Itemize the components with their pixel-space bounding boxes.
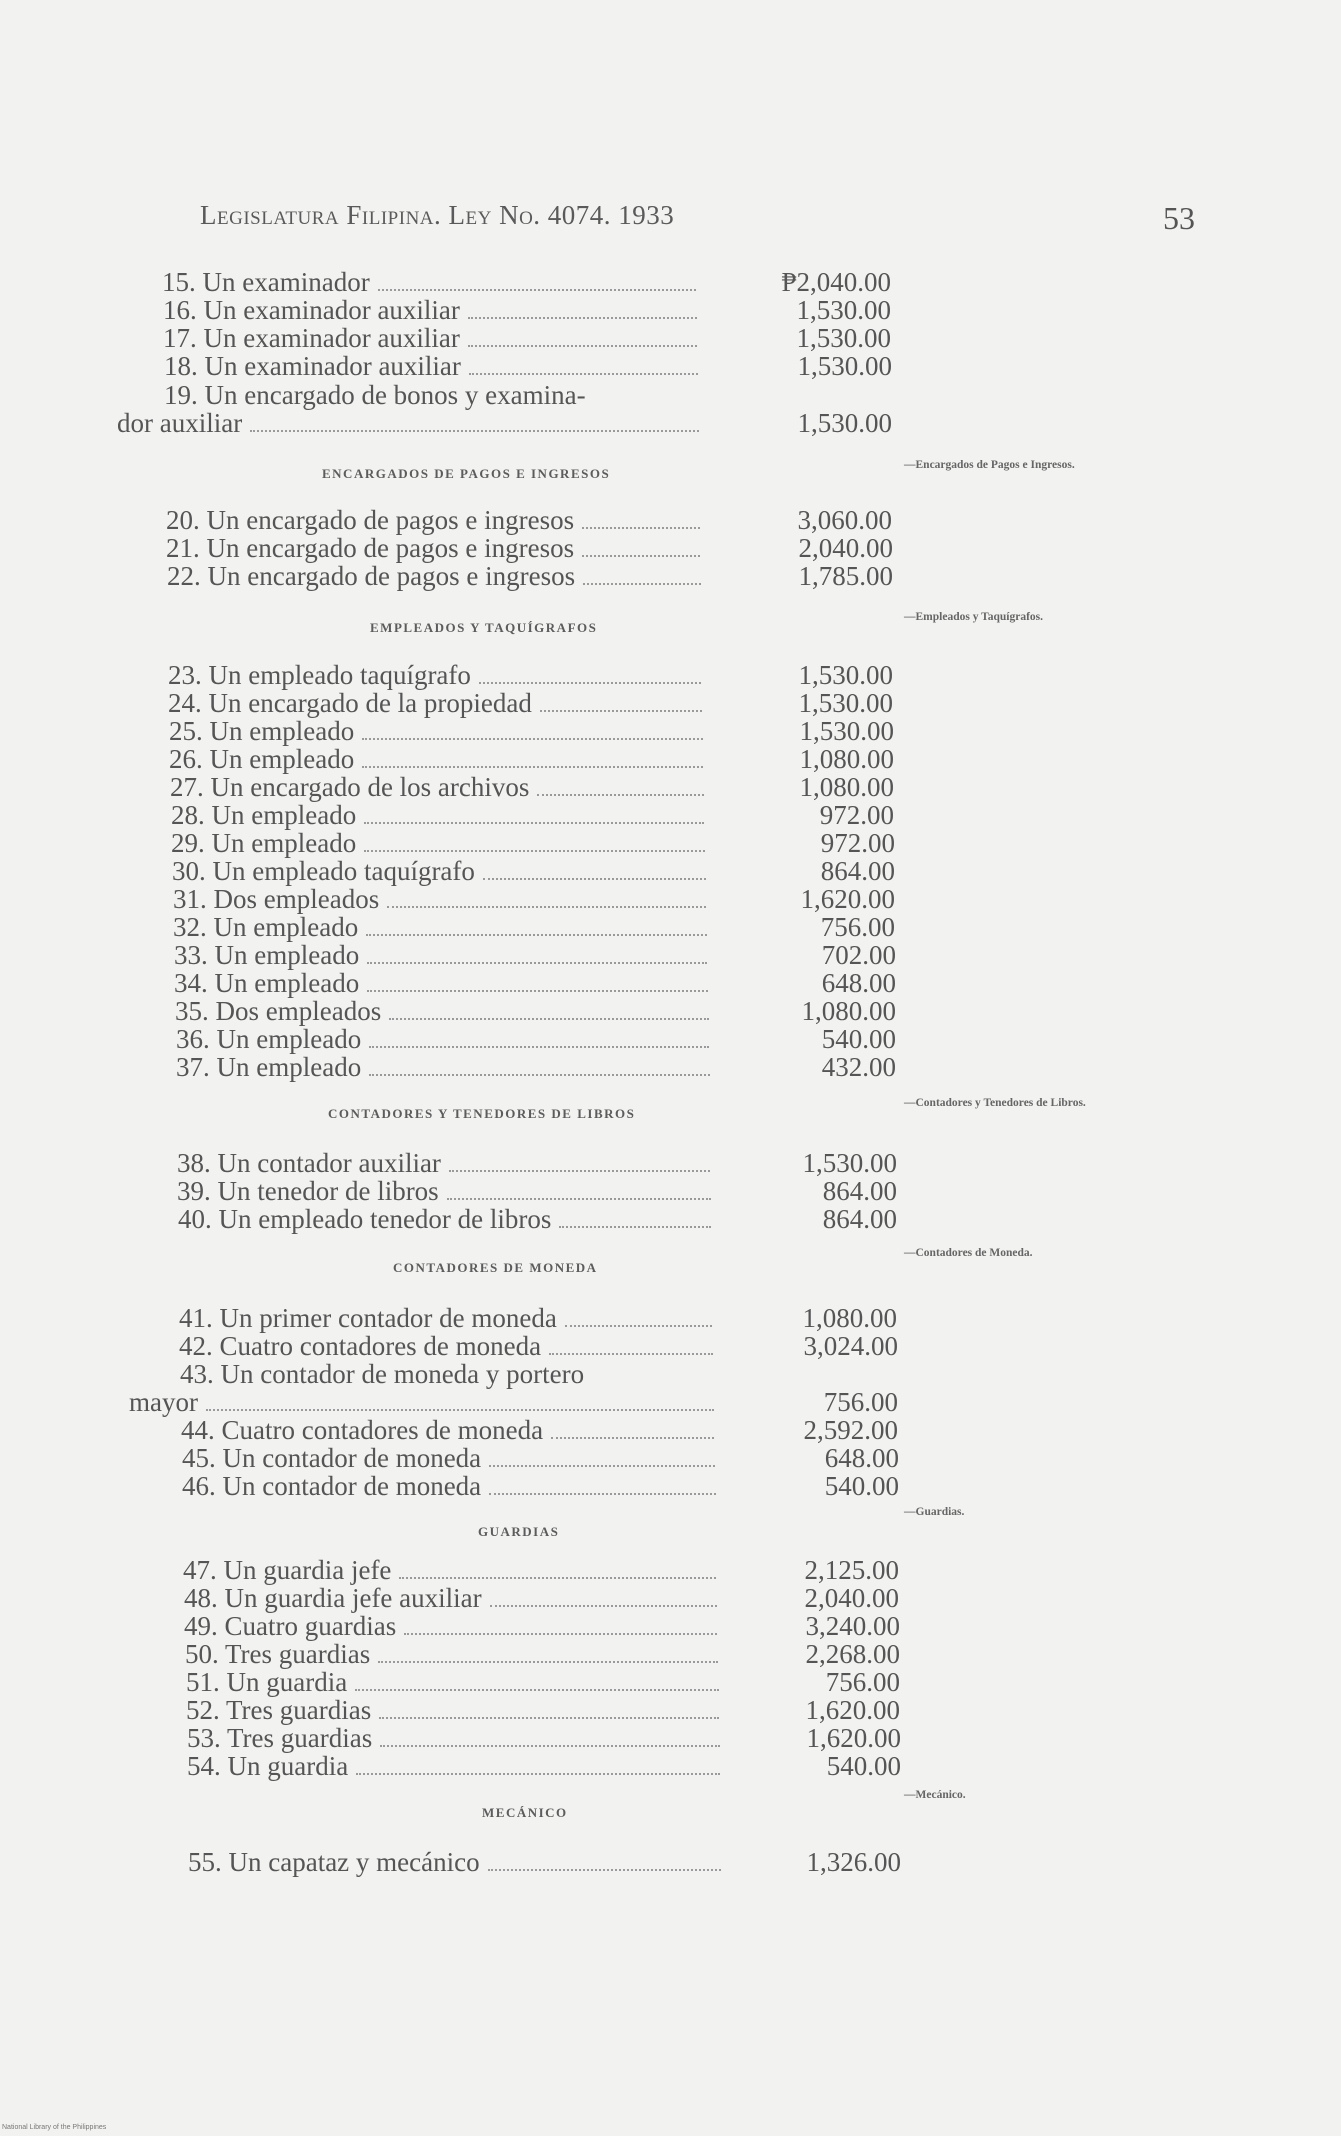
item-text: dor auxiliar	[117, 408, 243, 438]
item-description	[186, 1667, 723, 1698]
item-text: 19. Un encargado de bonos y examina-	[164, 380, 586, 410]
item-description	[184, 1611, 721, 1642]
item-description	[181, 1415, 718, 1446]
item-description	[117, 408, 703, 439]
item-text: 52. Tres guardias	[186, 1695, 372, 1725]
table-row	[0, 1331, 1341, 1361]
item-text: 28. Un empleado	[171, 800, 357, 830]
table-row	[0, 716, 1341, 746]
leader-dots	[537, 794, 704, 796]
leader-dots	[468, 345, 697, 347]
table-row	[0, 660, 1341, 690]
item-description	[179, 1331, 717, 1362]
table-row	[0, 1847, 1341, 1877]
item-amount: 972.00	[820, 828, 895, 858]
item-text: mayor	[129, 1387, 198, 1417]
leader-dots	[387, 906, 706, 908]
item-amount: 540.00	[824, 1471, 899, 1501]
item-text: 15. Un examinador	[162, 267, 370, 297]
item-text: 32. Un empleado	[173, 912, 359, 942]
item-amount: 1,080.00	[802, 1303, 897, 1333]
footer-mark: National Library of the Philippines	[2, 2124, 107, 2131]
leader-dots	[364, 850, 705, 852]
item-description	[162, 267, 700, 298]
table-row	[0, 1471, 1341, 1501]
item-amount: 1,080.00	[799, 772, 894, 802]
item-amount: 1,530.00	[796, 323, 891, 353]
leader-dots	[549, 1353, 713, 1355]
item-description	[168, 688, 706, 719]
item-amount: 1,620.00	[805, 1695, 900, 1725]
item-text: 37. Un empleado	[176, 1052, 362, 1082]
item-amount: 648.00	[824, 1443, 899, 1473]
item-text: 29. Un empleado	[171, 828, 357, 858]
leader-dots	[380, 1745, 720, 1747]
item-amount: 2,268.00	[805, 1639, 900, 1669]
leader-dots	[366, 934, 707, 936]
item-description	[172, 856, 710, 887]
table-row	[0, 380, 1341, 410]
item-description	[129, 1387, 718, 1418]
margin-note: —Encargados de Pagos e Ingresos.	[904, 459, 1075, 471]
table-row	[0, 828, 1341, 858]
item-description	[188, 1847, 725, 1878]
item-text: 39. Un tenedor de libros	[177, 1176, 439, 1206]
item-description	[169, 744, 707, 775]
item-description	[182, 1443, 719, 1474]
item-text: 44. Cuatro contadores de moneda	[181, 1415, 544, 1445]
margin-note: —Empleados y Taquígrafos.	[904, 611, 1043, 623]
item-amount: 1,080.00	[801, 996, 896, 1026]
table-row	[0, 561, 1341, 591]
leader-dots	[367, 962, 707, 964]
table-row	[0, 1359, 1341, 1389]
item-description	[169, 716, 707, 747]
table-row	[0, 772, 1341, 802]
item-amount: 1,620.00	[800, 884, 895, 914]
table-row	[0, 1443, 1341, 1473]
item-amount: 2,040.00	[798, 533, 893, 563]
item-text: 33. Un empleado	[174, 940, 360, 970]
table-row	[0, 996, 1341, 1026]
leader-dots	[379, 1717, 719, 1719]
item-description	[170, 772, 708, 803]
item-description	[168, 660, 705, 691]
item-amount: 540.00	[826, 1751, 901, 1781]
margin-note: —Guardias.	[904, 1506, 965, 1518]
item-description	[187, 1723, 724, 1754]
item-text: 38. Un contador auxiliar	[177, 1148, 441, 1178]
item-text: 53. Tres guardias	[187, 1723, 373, 1753]
item-text: 21. Un encargado de pagos e ingresos	[166, 533, 575, 563]
table-row	[0, 1695, 1341, 1725]
item-amount: 2,040.00	[804, 1583, 899, 1613]
item-text: 49. Cuatro guardias	[184, 1611, 397, 1641]
leader-dots	[489, 1493, 716, 1495]
margin-note: —Mecánico.	[904, 1789, 966, 1801]
item-description	[184, 1583, 721, 1614]
item-amount: 432.00	[821, 1052, 896, 1082]
table-row	[0, 351, 1341, 381]
item-description	[166, 505, 704, 536]
item-amount: 864.00	[822, 1176, 897, 1206]
item-text: 41. Un primer contador de moneda	[179, 1303, 557, 1333]
item-amount: 756.00	[823, 1387, 898, 1417]
table-row	[0, 1639, 1341, 1669]
item-description	[187, 1751, 724, 1782]
table-row	[0, 1052, 1341, 1082]
table-row	[0, 744, 1341, 774]
item-amount: 1,785.00	[798, 561, 893, 591]
item-amount: 1,530.00	[797, 351, 892, 381]
item-text: 31. Dos empleados	[173, 884, 380, 914]
item-amount: 1,620.00	[806, 1723, 901, 1753]
leader-dots	[378, 289, 696, 291]
item-amount: ₱2,040.00	[781, 267, 891, 297]
margin-note: —Contadores de Moneda.	[904, 1247, 1033, 1259]
table-row	[0, 1555, 1341, 1585]
leader-dots	[565, 1325, 712, 1327]
running-head: Legislatura Filipina. Ley No. 4074. 1933	[200, 200, 675, 230]
leader-dots	[469, 373, 698, 375]
item-description	[177, 1176, 715, 1207]
leader-dots	[490, 1605, 717, 1607]
item-text: 26. Un empleado	[169, 744, 355, 774]
item-description	[177, 1148, 714, 1179]
item-text: 23. Un empleado taquígrafo	[168, 660, 471, 690]
leader-dots	[583, 583, 701, 585]
section-heading: MECÁNICO	[482, 1805, 568, 1820]
item-text: 54. Un guardia	[187, 1751, 349, 1781]
item-amount: 1,530.00	[799, 716, 894, 746]
leader-dots	[483, 878, 706, 880]
item-text: 25. Un empleado	[169, 716, 355, 746]
table-row	[0, 323, 1341, 353]
item-description	[171, 800, 708, 831]
table-row	[0, 533, 1341, 563]
item-amount: 648.00	[821, 968, 896, 998]
item-description	[183, 1555, 720, 1586]
leader-dots	[447, 1198, 711, 1200]
item-text: 43. Un contador de moneda y portero	[180, 1359, 585, 1389]
table-row	[0, 940, 1341, 970]
item-text: 40. Un empleado tenedor de libros	[178, 1204, 552, 1234]
leader-dots	[369, 1046, 709, 1048]
section-heading: CONTADORES DE MONEDA	[393, 1260, 598, 1275]
table-row	[0, 1204, 1341, 1234]
leader-dots	[250, 430, 699, 432]
item-text: 20. Un encargado de pagos e ingresos	[166, 505, 575, 535]
item-description	[164, 380, 702, 410]
section-heading: GUARDIAS	[478, 1524, 560, 1539]
item-amount: 864.00	[820, 856, 895, 886]
item-amount: 1,530.00	[797, 408, 892, 438]
leader-dots	[479, 682, 701, 684]
item-description	[174, 940, 711, 971]
table-row	[0, 408, 1341, 438]
item-text: 18. Un examinador auxiliar	[164, 351, 461, 381]
item-amount: 1,530.00	[798, 688, 893, 718]
item-text: 48. Un guardia jefe auxiliar	[184, 1583, 482, 1613]
item-text: 47. Un guardia jefe	[183, 1555, 392, 1585]
table-row	[0, 1723, 1341, 1753]
item-description	[173, 884, 710, 915]
table-row	[0, 856, 1341, 886]
item-description	[163, 295, 701, 326]
leader-dots	[489, 1465, 715, 1467]
table-row	[0, 1176, 1341, 1206]
section-heading: ENCARGADOS DE PAGOS E INGRESOS	[322, 466, 611, 481]
leader-dots	[364, 822, 704, 824]
item-description	[180, 1359, 717, 1389]
table-row	[0, 1148, 1341, 1178]
table-row	[0, 688, 1341, 718]
item-amount: 972.00	[819, 800, 894, 830]
item-text: 17. Un examinador auxiliar	[163, 323, 460, 353]
leader-dots	[389, 1018, 709, 1020]
table-row	[0, 1024, 1341, 1054]
item-amount: 756.00	[825, 1667, 900, 1697]
item-amount: 1,530.00	[796, 295, 891, 325]
item-amount: 1,080.00	[799, 744, 894, 774]
table-row	[0, 1667, 1341, 1697]
item-description	[176, 1052, 714, 1083]
item-text: 34. Un empleado	[174, 968, 360, 998]
table-row	[0, 968, 1341, 998]
item-amount: 756.00	[820, 912, 895, 942]
item-text: 42. Cuatro contadores de moneda	[179, 1331, 542, 1361]
table-row	[0, 1611, 1341, 1641]
item-text: 22. Un encargado de pagos e ingresos	[167, 561, 576, 591]
item-amount: 2,125.00	[804, 1555, 899, 1585]
item-description	[173, 912, 711, 943]
item-text: 24. Un encargado de la propiedad	[168, 688, 532, 718]
item-amount: 540.00	[821, 1024, 896, 1054]
item-amount: 702.00	[821, 940, 896, 970]
table-row	[0, 1583, 1341, 1613]
item-text: 50. Tres guardias	[185, 1639, 371, 1669]
table-row	[0, 267, 1341, 297]
table-row	[0, 800, 1341, 830]
item-amount: 3,024.00	[803, 1331, 898, 1361]
item-text: 35. Dos empleados	[175, 996, 382, 1026]
item-description	[186, 1695, 723, 1726]
leader-dots	[378, 1661, 718, 1663]
leader-dots	[449, 1170, 710, 1172]
item-text: 30. Un empleado taquígrafo	[172, 856, 475, 886]
item-description	[182, 1471, 720, 1502]
item-text: 55. Un capataz y mecánico	[188, 1847, 480, 1877]
item-description	[178, 1204, 715, 1235]
leader-dots	[362, 738, 703, 740]
leader-dots	[540, 710, 702, 712]
table-row	[0, 884, 1341, 914]
leader-dots	[404, 1633, 717, 1635]
item-description	[176, 1024, 713, 1055]
table-row	[0, 295, 1341, 325]
leader-dots	[488, 1869, 721, 1871]
item-text: 36. Un empleado	[176, 1024, 362, 1054]
section-heading: CONTADORES Y TENEDORES DE LIBROS	[328, 1106, 636, 1121]
item-text: 46. Un contador de moneda	[182, 1471, 482, 1501]
leader-dots	[582, 527, 700, 529]
leader-dots	[582, 555, 700, 557]
leader-dots	[356, 1773, 720, 1775]
item-description	[164, 351, 702, 382]
item-description	[167, 561, 705, 592]
item-description	[163, 323, 701, 354]
item-description	[179, 1303, 716, 1334]
item-amount: 3,060.00	[797, 505, 892, 535]
item-description	[166, 533, 704, 564]
item-description	[185, 1639, 722, 1670]
page-number: 53	[1163, 200, 1195, 236]
table-row	[0, 1387, 1341, 1417]
leader-dots	[369, 1074, 710, 1076]
item-description	[174, 968, 712, 999]
item-amount: 864.00	[822, 1204, 897, 1234]
table-row	[0, 505, 1341, 535]
table-row	[0, 1415, 1341, 1445]
item-description	[171, 828, 709, 859]
leader-dots	[551, 1437, 714, 1439]
leader-dots	[399, 1577, 716, 1579]
table-row	[0, 912, 1341, 942]
item-amount: 1,530.00	[802, 1148, 897, 1178]
item-amount: 3,240.00	[805, 1611, 900, 1641]
leader-dots	[355, 1689, 719, 1691]
table-row	[0, 1751, 1341, 1781]
item-amount: 1,326.00	[806, 1847, 901, 1877]
leader-dots	[206, 1409, 714, 1411]
leader-dots	[362, 766, 703, 768]
item-description	[175, 996, 713, 1027]
margin-note: —Contadores y Tenedores de Libros.	[904, 1097, 1086, 1109]
item-amount: 2,592.00	[803, 1415, 898, 1445]
leader-dots	[367, 990, 708, 992]
item-text: 16. Un examinador auxiliar	[163, 295, 460, 325]
item-amount: 1,530.00	[798, 660, 893, 690]
item-text: 51. Un guardia	[186, 1667, 348, 1697]
section-heading: EMPLEADOS Y TAQUÍGRAFOS	[370, 620, 598, 635]
item-text: 27. Un encargado de los archivos	[170, 772, 530, 802]
leader-dots	[559, 1226, 711, 1228]
leader-dots	[468, 317, 697, 319]
table-row	[0, 1303, 1341, 1333]
item-text: 45. Un contador de moneda	[182, 1443, 482, 1473]
